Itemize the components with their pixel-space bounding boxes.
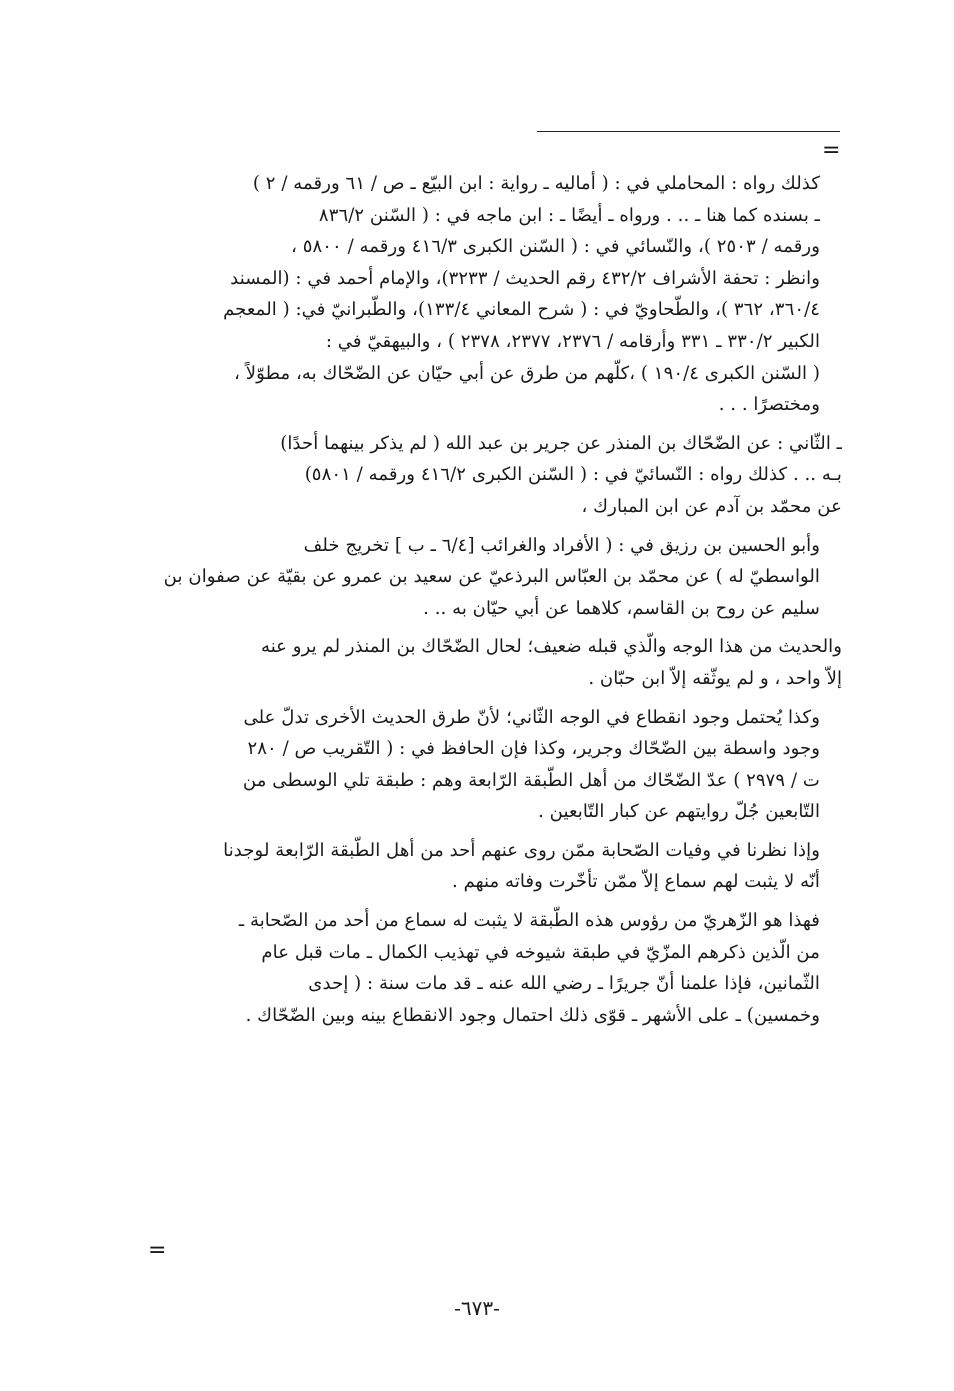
continuation-mark-bottom: = [148, 1238, 167, 1263]
paragraph-2 [128, 428, 842, 523]
text-line: والحديث من هذا الوجه والّذي قبله ضعيف؛ لحال الضّحّاك بن المنذر لم يرو عنه [260, 636, 842, 658]
text-line: سليم عن روح بن القاسم، كلاهما عن أبي حيّان به .. . [423, 597, 820, 619]
footnote-text-block [128, 168, 842, 1038]
text-line: وإذا نظرنا في وفيات الصّحابة ممّن روى عنهم أحد من أهل الطّبقة الرّابعة لوجدنا [223, 839, 820, 861]
text-line: ( السّنن الكبرى ١٩٠/٤ ) ،كلّهم من طرق عن أبي حيّان عن الضّحّاك به، مطوّلاً ، [234, 362, 820, 384]
continuation-mark-top: = [822, 138, 841, 163]
text-line: ـ الثّاني : عن الضّحّاك بن المنذر عن جرير بن عبد الله ( لم يذكر بينهما أحدًا) [280, 432, 842, 454]
text-line: بـه .. . كذلك رواه : النّسائيّ في : ( السّنن الكبرى ٤١٦/٢ ورقمه / ٥٨٠١) [304, 464, 842, 486]
paragraph-5 [128, 702, 842, 828]
text-line: الكبير ٣٣٠/٢ ـ ٣٣١ وأرقامه / ٢٣٧٦، ٢٣٧٧، ٢٣٧٨ ) ، والبيهقيّ في : [325, 330, 820, 352]
paragraph-3 [128, 530, 842, 625]
text-line: ـ بسنده كما هنا ـ .. . ورواه ـ أيضًا ـ : ابن ماجه في : ( السّنن ٨٣٦/٢ [318, 204, 820, 226]
text-line: وجود واسطة بين الضّحّاك وجرير، وكذا فإن الحافظ في : ( التّقريب ص / ٢٨٠ [247, 738, 820, 760]
text-line: من الّذين ذكرهم المزّيّ في طبقة شيوخه في تهذيب الكمال ـ مات قبل عام [261, 941, 820, 963]
text-line: وكذا يُحتمل وجود انقطاع في الوجه الثّاني؛ لأنّ طرق الحديث الأخرى تدلّ على [243, 706, 820, 728]
text-line: ٣٦٠/٤، ٣٦٢ )، والطّحاويّ في : ( شرح المعاني ١٣٣/٤)، والطّبرانيّ في: ( المعجم [223, 299, 820, 321]
text-line: وأبو الحسين بن رزيق في : ( الأفراد والغرائب [٦/٤ ـ ب ] تخريج خلف [303, 534, 820, 556]
footnote-separator-rule [537, 131, 840, 132]
text-line: ورقمه / ٢٥٠٣ )، والنّسائي في : ( السّنن الكبرى ٤١٦/٣ ورقمه / ٥٨٠٠ ، [291, 236, 820, 258]
text-line: التّابعين جُلّ روايتهم عن كبار التّابعين . [538, 801, 820, 823]
paragraph-4 [128, 631, 842, 694]
text-line: الثّمانين، فإذا علمنا أنّ جريرًا ـ رضي الله عنه ـ قد مات سنة : ( إحدى [308, 973, 820, 995]
text-line: وانظر : تحفة الأشراف ٤٣٢/٢ رقم الحديث / ٣٢٣٣)، والإمام أحمد في : (المسند [230, 267, 820, 289]
text-line: الواسطيّ له ) عن محمّد بن العبّاس البرذعيّ عن سعيد بن عمرو عن بقيّة عن صفوان بن [163, 566, 820, 588]
text-line: كذلك رواه : المحاملي في : ( أماليه ـ رواية : ابن البيّع ـ ص / ٦١ ورقمه / ٢ ) [252, 173, 820, 194]
text-line: ت / ٢٩٧٩ ) عدّ الضّحّاك من أهل الطّبقة الرّابعة وهم : طبقة تلي الوسطى من [242, 769, 820, 791]
paragraph-6 [128, 835, 842, 898]
text-line: فهذا هو الزّهريّ من رؤوس هذه الطّبقة لا يثبت له سماع من أحد من الصّحابة ـ [238, 910, 820, 932]
text-line: عن محمّد بن آدم عن ابن المبارك ، [581, 495, 842, 517]
text-line: أنّه لا يثبت لهم سماع إلاّ ممّن تأخّرت وفاته منهم . [452, 871, 820, 893]
text-line: وخمسين) ـ على الأشهر ـ قوّى ذلك احتمال وجود الانقطاع بينه وبين الضّحّاك . [245, 1004, 820, 1026]
text-line: إلاّ واحد ، و لم يوثّقه إلاّ ابن حبّان . [588, 667, 842, 689]
text-line: ومختصرًا . . . [718, 394, 820, 416]
page-number: -٦٧٣- [454, 1296, 500, 1320]
paragraph-1 [128, 168, 842, 421]
paragraph-7 [128, 905, 842, 1031]
